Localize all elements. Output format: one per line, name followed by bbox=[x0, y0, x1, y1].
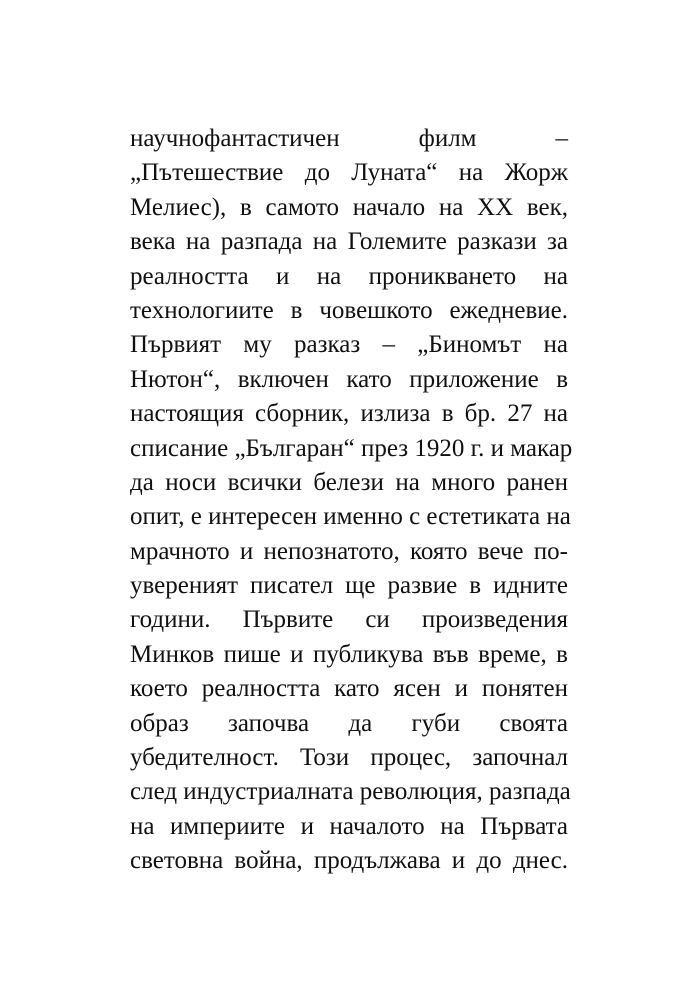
text-line: на империите и началото на Първата bbox=[130, 812, 568, 840]
text-line: Минков пише и публикува във време, в bbox=[130, 640, 568, 668]
text-line: убедителност. Този процес, започнал bbox=[130, 744, 568, 772]
text-line: Мелиес), в самото начало на XX век, bbox=[130, 193, 568, 221]
text-line: след индустриалната революция, разпада bbox=[130, 778, 571, 806]
text-line: образ започва да губи своята bbox=[130, 709, 568, 737]
text-line: световна война, продължава и до днес. bbox=[130, 847, 568, 875]
text-line: увереният писател ще развие в идните bbox=[130, 572, 568, 600]
text-line: Първият му разказ – „Биномът на bbox=[130, 331, 568, 359]
text-line: което реалността като ясен и понятен bbox=[130, 675, 568, 703]
text-line: века на разпада на Големите разкази за bbox=[130, 228, 568, 256]
text-line: настоящия сборник, излиза в бр. 27 на bbox=[130, 400, 568, 428]
text-line: да носи всички белези на много ранен bbox=[130, 468, 568, 496]
body-text bbox=[130, 122, 573, 879]
text-line: технологиите в човешкото ежедневие. bbox=[130, 296, 568, 324]
text-line: списание „Българан“ през 1920 г. и макар bbox=[130, 434, 573, 462]
text-line: мрачното и непознатото, която вече по- bbox=[130, 537, 568, 565]
text-line: „Пътешествие до Луната“ на Жорж bbox=[130, 159, 568, 187]
text-line: години. Първите си произведения bbox=[130, 606, 568, 634]
text-line: опит, е интересен именно с естетиката на bbox=[130, 503, 571, 531]
text-line: реалността и на проникването на bbox=[130, 262, 568, 290]
text-line: научнофантастичен филм – bbox=[130, 125, 568, 152]
text-line: Нютон“, включен като приложение в bbox=[130, 365, 568, 393]
